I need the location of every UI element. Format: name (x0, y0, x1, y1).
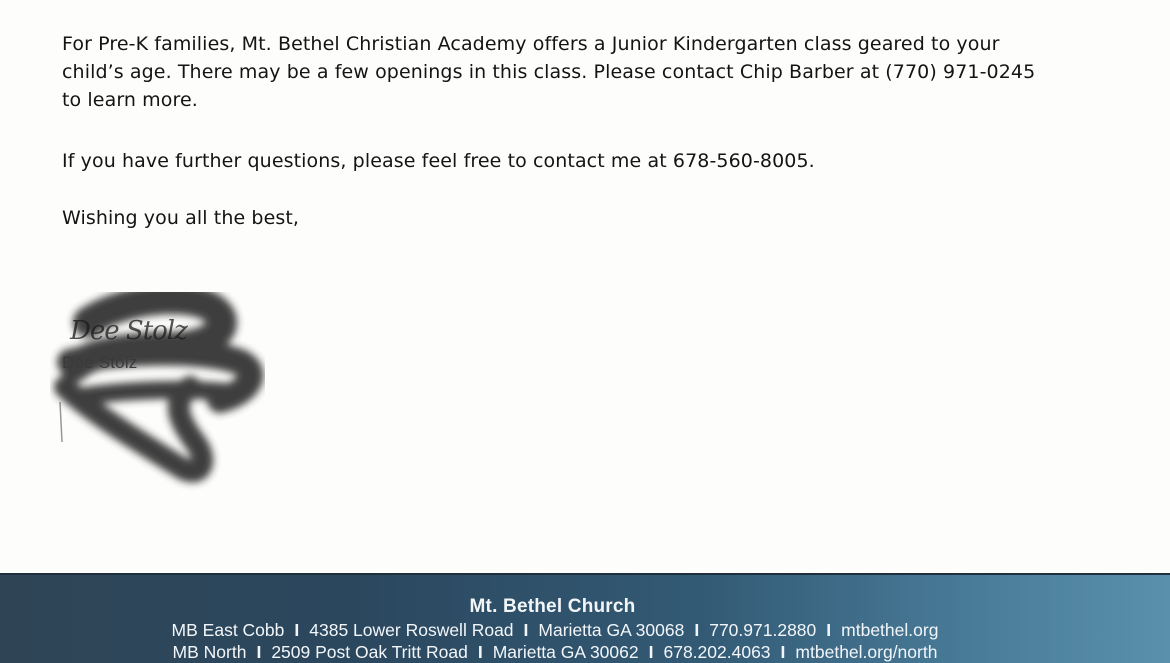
campus-website: mtbethel.org (841, 620, 939, 640)
signature-block (50, 292, 265, 492)
separator: I (294, 620, 300, 640)
campus-address: 4385 Lower Roswell Road (309, 620, 514, 640)
campus-east-cobb (0, 620, 1110, 641)
campus-phone: 770.971.2880 (709, 620, 817, 640)
separator: I (648, 642, 654, 662)
paragraph-junior-kindergarten: For Pre-K families, Mt. Bethel Christian Academy offers a Junior Kindergarten class geared to your child’s age. There may be a few openings in this class. Please contact Chip Barber at (770) 971-0245 to learn more. (62, 33, 1036, 111)
campus-website: mtbethel.org/north (795, 642, 938, 662)
campus-name: MB North (172, 642, 247, 662)
campus-north (0, 642, 1110, 663)
separator: I (694, 620, 700, 640)
campus-city: Marietta GA 30068 (538, 620, 685, 640)
church-footer (0, 573, 1170, 663)
campus-address: 2509 Post Oak Tritt Road (271, 642, 468, 662)
campus-name: MB East Cobb (171, 620, 285, 640)
paragraph-further-questions: If you have further questions, please feel free to contact me at 678-560-8005. (62, 150, 815, 172)
signature-handwriting: Dee Stolz (70, 316, 187, 346)
closing-line: Wishing you all the best, (62, 207, 300, 229)
campus-phone: 678.202.4063 (663, 642, 771, 662)
church-name: Mt. Bethel Church (469, 596, 636, 617)
separator: I (477, 642, 483, 662)
signature-printed-name: Dee Stolz (62, 353, 138, 372)
campus-city: Marietta GA 30062 (492, 642, 639, 662)
separator: I (523, 620, 529, 640)
separator: I (826, 620, 832, 640)
separator: I (780, 642, 786, 662)
separator: I (256, 642, 262, 662)
